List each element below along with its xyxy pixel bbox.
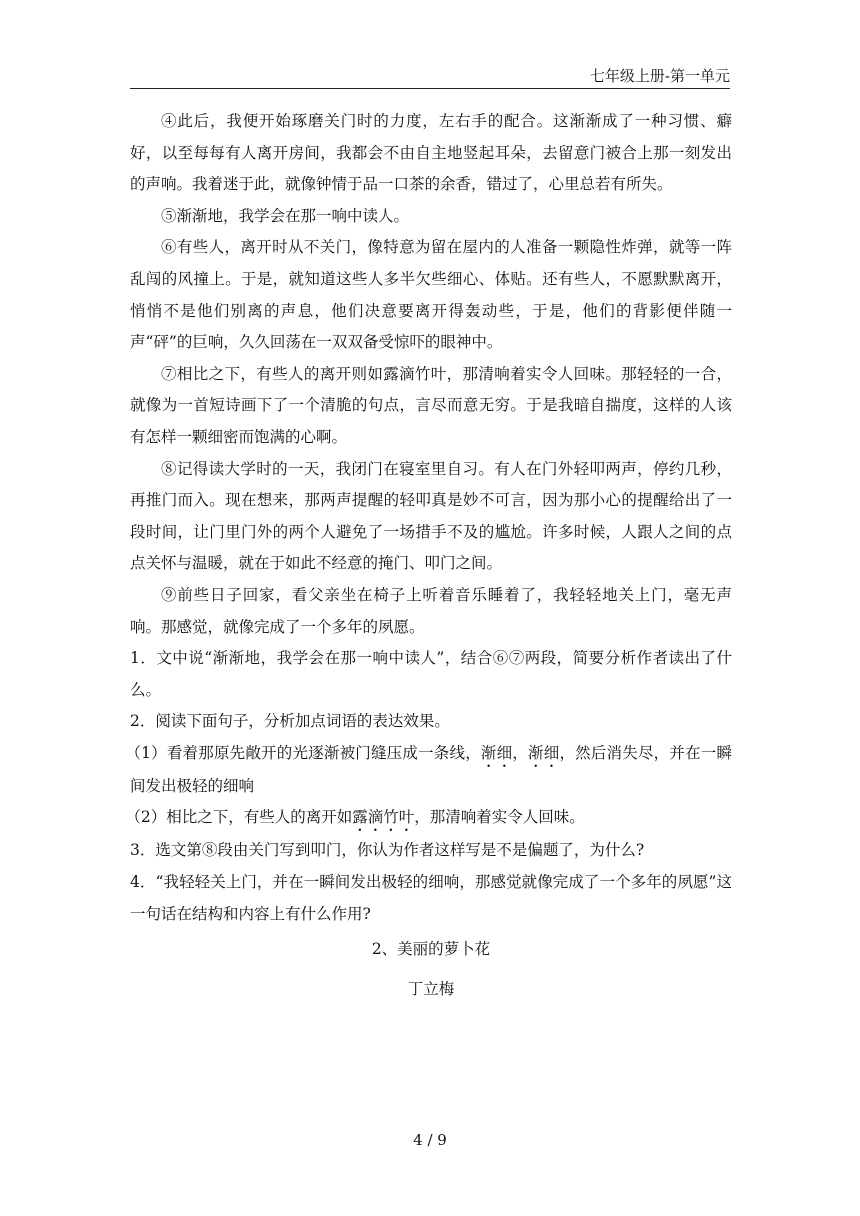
paragraph-6: ⑥有些人，离开时从不关门，像特意为留在屋内的人准备一颗隐性炸弹，就等一阵乱闯的风撞上。于是，就知道这些人多半欠些细心、体贴。还有些人，不愿默默离开，悄悄不是他们别离的声息，他们决意要离开得轰动些，于是，他们的背影便伴随一声“砰”的巨响，久久回荡在一双双备受惊吓的眼神中。 xyxy=(130,238,732,352)
page-number: 4 / 9 xyxy=(413,1131,447,1149)
paragraph-8: ⑧记得读大学时的一天，我闭门在寝室里自习。有人在门外轻叩两声，停约几秒，再推门而入。现在想来，那两声提醒的轻叩真是妙不可言，因为那小心的提醒给出了一段时间，让门里门外的两个人避免了一场措手不及的尴尬。许多时候，人跟人之间的点点关怀与温暖，就在于如此不经意的掩门、叩门之间。 xyxy=(130,459,732,573)
q2-2-emphasis: 露滴竹叶 xyxy=(352,808,415,827)
q2-1-emphasis: 渐细，渐细 xyxy=(480,743,560,762)
paragraph-9: ⑨前些日子回家，看父亲坐在椅子上听着音乐睡着了，我轻轻地关上门，毫无声响。那感觉，就像完成了一个多年的夙愿。 xyxy=(130,585,732,636)
section-title: 2、美丽的萝卜花 xyxy=(371,940,491,959)
paragraph-7: ⑦相比之下，有些人的离开则如露滴竹叶，那清响着实令人回味。那轻轻的一合，就像为一首短诗画下了一个清脆的句点，言尽而意无穷。于是我暗自揣度，这样的人该有怎样一颗细密而饱满的心啊。 xyxy=(130,364,732,446)
paragraph-4: ④此后，我便开始琢磨关门时的力度，左右手的配合。这渐渐成了一种习惯、癖好，以至每每有人离开房间，我都会不由自主地竖起耳朵，去留意门被合上那一刻发出的声响。我着迷于此，就像钟情于品一口茶的余香，错过了，心里总若有所失。 xyxy=(130,112,732,194)
paragraph-5: ⑤渐渐地，我学会在那一响中读人。 xyxy=(161,206,410,225)
header-title: 七年级上册-第一单元 xyxy=(589,67,730,85)
question-4: 4．“我轻轻关上门，并在一瞬间发出极轻的细响，那感觉就像完成了一个多年的夙愿”这一句话在结构和内容上有什么作用? xyxy=(130,873,732,923)
q2-1-after: ，然后消失尽，并在一瞬间发出极轻的细响 xyxy=(130,743,732,795)
document-body xyxy=(125,106,732,1005)
section-author: 丁立梅 xyxy=(407,979,455,998)
q2-1-before: （1）看着那原先敞开的光逐渐被门缝压成一条线， xyxy=(125,743,481,762)
question-2-sentence-2 xyxy=(125,802,732,835)
question-3: 3．选文第⑧段由关门写到叩门，你认为作者这样写是不是偏题了，为什么? xyxy=(130,841,645,860)
q2-2-before: （2）相比之下，有些人的离开如 xyxy=(125,808,353,827)
q2-2-after: ，那清响着实令人回味。 xyxy=(414,808,585,827)
question-2-sentence-1 xyxy=(125,738,732,803)
question-1: 1．文中说“渐渐地，我学会在那一响中读人”，结合⑥⑦两段，简要分析作者读出了什么。 xyxy=(130,649,732,699)
page-header xyxy=(130,66,730,89)
question-2: 2．阅读下面句子，分析加点词语的表达效果。 xyxy=(130,712,450,731)
